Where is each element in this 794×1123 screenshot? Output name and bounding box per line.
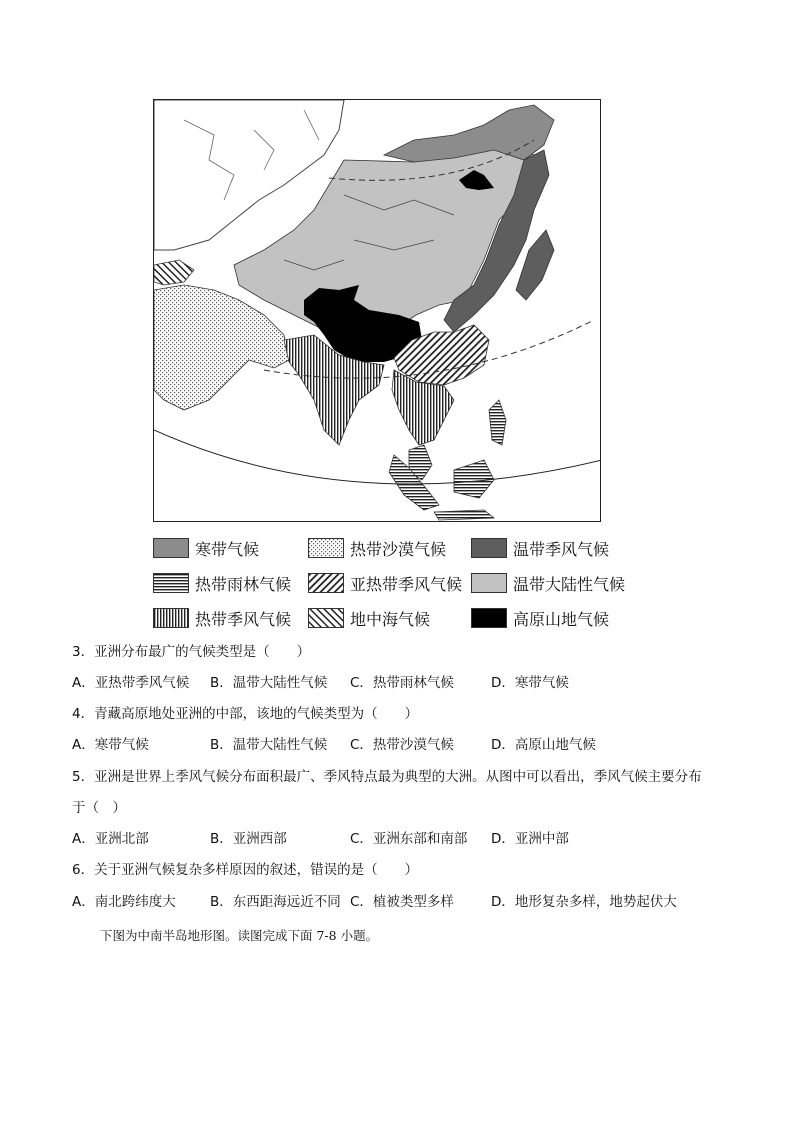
legend-label: 热带沙漠气候 (350, 539, 447, 559)
legend-item-desert (308, 536, 446, 560)
legend-item-temp-monsoon (471, 536, 609, 560)
asia-climate-map (153, 99, 601, 522)
legend-label: 温带大陆性气候 (513, 574, 626, 594)
question-5-stem: 5．亚洲是世界上季风气候分布面积最广、季风特点最为典型的大洲。从图中可以看出，季风气候主要分布 (72, 769, 702, 785)
question-5-stem-cont: 于（ ） (72, 800, 126, 816)
legend-swatch-continental (471, 573, 507, 593)
option-a: A．寒带气候 (72, 737, 149, 753)
option-a: A．南北跨纬度大 (72, 894, 176, 910)
legend-swatch-trop-monsoon (153, 608, 189, 628)
map-svg (154, 100, 601, 522)
legend-item-continental (471, 571, 625, 595)
question-4-options (72, 736, 732, 754)
option-d: D．地形复杂多样，地势起伏大 (491, 894, 677, 910)
option-c: C．植被类型多样 (350, 894, 454, 910)
legend-swatch-highland (471, 608, 507, 628)
option-b: B．东西距海远近不同 (210, 894, 341, 910)
option-b: B．温带大陆性气候 (210, 737, 328, 753)
question-6-stem: 6．关于亚洲气候复杂多样原因的叙述，错误的是（ ） (72, 862, 419, 878)
option-b: B．温带大陆性气候 (210, 675, 328, 691)
option-d: D．寒带气候 (491, 675, 569, 691)
rainforest-borneo (454, 460, 494, 498)
legend-swatch-temp-monsoon (471, 538, 507, 558)
question-5-options (72, 830, 732, 848)
option-c: C．热带沙漠气候 (350, 737, 454, 753)
mediterranean-region (154, 260, 194, 285)
question-4-stem: 4．青藏高原地处亚洲的中部，该地的气候类型为（ ） (72, 706, 419, 722)
legend-item-trop-monsoon (153, 606, 291, 630)
legend-label: 热带季风气候 (195, 609, 292, 629)
legend-label: 寒带气候 (195, 539, 260, 559)
desert-region (154, 285, 289, 410)
legend-swatch-subtrop-monsoon (308, 573, 344, 593)
legend-item-cold (153, 536, 259, 560)
question-3-stem: 3．亚洲分布最广的气候类型是（ ） (72, 644, 311, 660)
legend-swatch-mediterranean (308, 608, 344, 628)
legend-item-rainforest (153, 571, 291, 595)
rainforest-java (434, 510, 494, 520)
equator-arc (154, 430, 601, 484)
legend-swatch-cold (153, 538, 189, 558)
option-c: C．亚洲东部和南部 (350, 831, 468, 847)
question-3-options (72, 674, 732, 692)
question-6-options (72, 893, 732, 911)
rainforest-philippines (489, 400, 506, 445)
cold-region (384, 105, 554, 162)
legend-label: 热带雨林气候 (195, 574, 292, 594)
legend-swatch-desert (308, 538, 344, 558)
section-note: 下图为中南半岛地形图。读图完成下面 7-8 小题。 (100, 928, 379, 943)
option-d: D．高原山地气候 (491, 737, 596, 753)
option-c: C．热带雨林气候 (350, 675, 454, 691)
legend-label: 亚热带季风气候 (350, 574, 463, 594)
option-a: A．亚洲北部 (72, 831, 149, 847)
legend-label: 温带季风气候 (513, 539, 610, 559)
legend-item-mediterranean (308, 606, 430, 630)
legend-item-subtrop-monsoon (308, 571, 462, 595)
option-a: A．亚热带季风气候 (72, 675, 190, 691)
legend-swatch-rainforest (153, 573, 189, 593)
option-d: D．亚洲中部 (491, 831, 569, 847)
legend-label: 高原山地气候 (513, 609, 610, 629)
legend-label: 地中海气候 (350, 609, 431, 629)
option-b: B．亚洲西部 (210, 831, 287, 847)
legend-item-highland (471, 606, 609, 630)
